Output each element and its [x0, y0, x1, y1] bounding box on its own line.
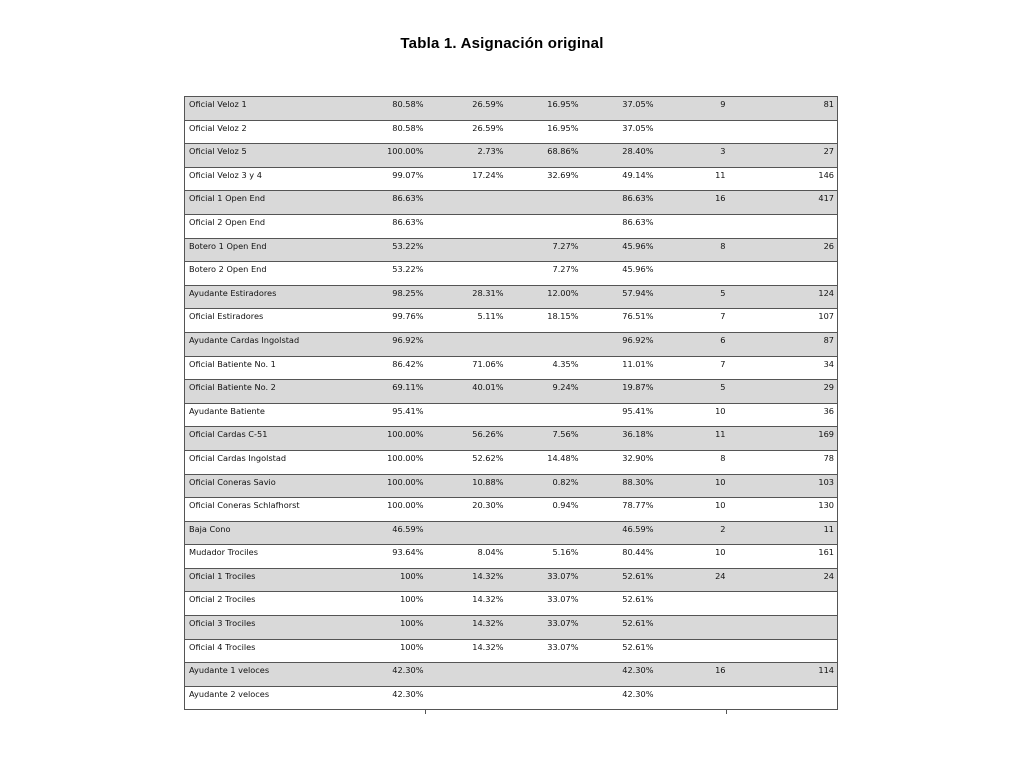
cell-col-3: 20.30%	[472, 500, 504, 511]
assignment-table-container	[184, 96, 837, 710]
cell-col-5: 11.01%	[622, 358, 654, 369]
cell-col-7: 29	[738, 380, 838, 404]
cell-col-5: 45.96%	[622, 264, 654, 275]
cell-col-7: 34	[738, 356, 838, 380]
cell-col-4: 33.07%	[506, 616, 581, 640]
cell-col-4	[506, 663, 581, 687]
table-row	[185, 332, 838, 356]
cell-position: Ayudante Batiente	[185, 403, 370, 427]
cell-col-5: 36.18%	[581, 427, 656, 451]
cell-position: Ayudante 2 veloces	[185, 686, 370, 710]
cell-col-2: 99.76%	[392, 311, 424, 322]
cell-col-3: 10.88%	[426, 474, 506, 498]
cell-col-6	[656, 639, 738, 663]
cell-col-7: 161	[738, 545, 838, 569]
cell-col-6	[656, 592, 738, 616]
cell-col-5: 28.40%	[581, 144, 656, 168]
cell-col-2: 100.00%	[370, 474, 426, 498]
cell-col-5: 52.61%	[622, 641, 654, 652]
cell-col-5: 96.92%	[581, 332, 656, 356]
cell-col-3: 56.26%	[426, 427, 506, 451]
cell-col-7: 107	[738, 309, 838, 333]
cell-col-2: 80.58%	[392, 122, 424, 133]
cell-col-7: 130	[738, 498, 838, 522]
cell-col-2: 46.59%	[370, 521, 426, 545]
table-row	[185, 639, 838, 663]
cell-col-4	[506, 332, 581, 356]
cell-col-6: 9	[656, 97, 738, 121]
table-row	[185, 592, 838, 616]
cell-col-6: 5	[656, 285, 738, 309]
cell-col-7: 26	[738, 238, 838, 262]
cell-col-4: 0.94%	[552, 500, 579, 511]
table-row	[185, 686, 838, 710]
cell-col-2: 93.64%	[392, 547, 424, 558]
cell-col-2: 100%	[400, 594, 424, 605]
cell-col-3: 40.01%	[426, 380, 506, 404]
cell-position: Oficial Estiradores	[185, 309, 370, 333]
cell-col-4: 32.69%	[547, 169, 579, 180]
cell-col-7	[738, 592, 838, 616]
table-row	[185, 521, 838, 545]
cell-col-3: 52.62%	[472, 452, 504, 463]
cell-col-4	[506, 686, 581, 710]
cell-col-6: 10	[715, 500, 726, 511]
cell-position: Oficial Veloz 2	[185, 120, 370, 144]
cell-position: Oficial Cardas Ingolstad	[185, 450, 370, 474]
cell-col-5: 45.96%	[581, 238, 656, 262]
table-row	[185, 262, 838, 286]
cell-col-2: 86.42%	[392, 358, 424, 369]
cell-col-4: 18.15%	[547, 311, 579, 322]
table-row	[185, 663, 838, 687]
cell-position: Oficial 3 Trociles	[185, 616, 370, 640]
cell-col-4: 7.27%	[552, 264, 579, 275]
cell-col-4: 5.16%	[552, 547, 579, 558]
cell-col-5: 52.61%	[581, 568, 656, 592]
cell-col-6: 16	[656, 663, 738, 687]
cell-col-5: 52.61%	[581, 616, 656, 640]
cell-col-6: 7	[720, 311, 726, 322]
cell-col-2: 99.07%	[392, 169, 424, 180]
cell-position: Oficial 2 Open End	[185, 214, 370, 238]
cell-col-6	[656, 616, 738, 640]
cell-col-5: 76.51%	[622, 311, 654, 322]
table-row	[185, 474, 838, 498]
cell-col-6: 10	[715, 405, 726, 416]
cell-col-6: 7	[720, 358, 726, 369]
cell-col-2: 100.00%	[387, 452, 424, 463]
column-tick	[425, 710, 426, 714]
table-row	[185, 238, 838, 262]
cell-col-2: 42.30%	[392, 688, 424, 699]
cell-position: Oficial Batiente No. 1	[185, 356, 370, 380]
cell-col-3: 26.59%	[472, 122, 504, 133]
cell-col-6: 24	[656, 568, 738, 592]
cell-col-4: 16.95%	[547, 122, 579, 133]
cell-col-7: 169	[738, 427, 838, 451]
cell-col-6: 8	[656, 238, 738, 262]
cell-col-5: 57.94%	[581, 285, 656, 309]
cell-col-7: 124	[738, 285, 838, 309]
cell-col-4: 12.00%	[506, 285, 581, 309]
cell-col-6: 3	[656, 144, 738, 168]
column-tick	[726, 710, 727, 714]
cell-col-5: 19.87%	[581, 380, 656, 404]
cell-col-3: 14.32%	[472, 594, 504, 605]
cell-col-5: 32.90%	[622, 452, 654, 463]
cell-position: Ayudante 1 veloces	[185, 663, 370, 687]
cell-col-3: 8.04%	[477, 547, 504, 558]
cell-col-6	[656, 214, 738, 238]
cell-col-5: 46.59%	[581, 521, 656, 545]
cell-col-4	[506, 403, 581, 427]
cell-col-7: 24	[738, 568, 838, 592]
cell-col-2: 86.63%	[370, 191, 426, 215]
cell-col-2: 100.00%	[370, 144, 426, 168]
cell-col-7	[738, 120, 838, 144]
cell-col-5: 95.41%	[622, 405, 654, 416]
cell-position: Oficial Coneras Savio	[185, 474, 370, 498]
cell-position: Ayudante Cardas Ingolstad	[185, 332, 370, 356]
cell-position: Botero 2 Open End	[185, 262, 370, 286]
cell-col-5: 86.63%	[581, 191, 656, 215]
cell-col-4	[506, 191, 581, 215]
cell-position: Oficial Batiente No. 2	[185, 380, 370, 404]
cell-position: Oficial Cardas C-51	[185, 427, 370, 451]
cell-col-5: 86.63%	[622, 216, 654, 227]
cell-col-2: 100%	[400, 641, 424, 652]
cell-col-7	[738, 262, 838, 286]
cell-col-6: 2	[656, 521, 738, 545]
table-row	[185, 616, 838, 640]
table-body	[185, 97, 838, 710]
cell-position: Oficial 2 Trociles	[185, 592, 370, 616]
table-row	[185, 309, 838, 333]
cell-col-2: 96.92%	[370, 332, 426, 356]
cell-col-5: 80.44%	[622, 547, 654, 558]
cell-col-3	[426, 521, 506, 545]
cell-col-6	[656, 686, 738, 710]
cell-col-4: 33.07%	[547, 641, 579, 652]
cell-col-4: 33.07%	[547, 594, 579, 605]
table-row	[185, 285, 838, 309]
cell-col-7: 103	[738, 474, 838, 498]
cell-col-6: 11	[715, 169, 726, 180]
table-row	[185, 120, 838, 144]
cell-col-6	[656, 120, 738, 144]
cell-position: Oficial 1 Open End	[185, 191, 370, 215]
cell-col-2: 69.11%	[370, 380, 426, 404]
cell-col-3: 5.11%	[477, 311, 504, 322]
cell-col-7: 417	[738, 191, 838, 215]
cell-col-5: 88.30%	[581, 474, 656, 498]
cell-position: Botero 1 Open End	[185, 238, 370, 262]
table-row	[185, 97, 838, 121]
cell-col-3	[426, 403, 506, 427]
cell-col-7	[738, 616, 838, 640]
cell-col-6: 8	[720, 452, 726, 463]
cell-position: Oficial Veloz 3 y 4	[185, 167, 370, 191]
cell-col-6: 10	[715, 547, 726, 558]
cell-position: Ayudante Estiradores	[185, 285, 370, 309]
cell-col-3: 14.32%	[426, 616, 506, 640]
cell-col-2: 98.25%	[370, 285, 426, 309]
cell-col-2: 100.00%	[387, 500, 424, 511]
cell-col-2: 53.22%	[370, 238, 426, 262]
table-row	[185, 144, 838, 168]
cell-col-2: 100%	[370, 616, 426, 640]
cell-col-7: 36	[738, 403, 838, 427]
cell-col-7	[738, 686, 838, 710]
cell-col-3	[426, 238, 506, 262]
cell-col-5: 37.05%	[581, 97, 656, 121]
table-row	[185, 356, 838, 380]
cell-col-7	[738, 214, 838, 238]
cell-col-3: 17.24%	[472, 169, 504, 180]
cell-col-7: 81	[738, 97, 838, 121]
cell-col-5: 37.05%	[622, 122, 654, 133]
cell-col-2: 100%	[370, 568, 426, 592]
cell-col-7	[738, 639, 838, 663]
cell-col-7: 78	[738, 450, 838, 474]
table-row	[185, 191, 838, 215]
cell-col-6	[656, 262, 738, 286]
cell-col-2: 42.30%	[370, 663, 426, 687]
cell-col-6: 16	[656, 191, 738, 215]
cell-position: Oficial Coneras Schlafhorst	[185, 498, 370, 522]
cell-col-7: 114	[738, 663, 838, 687]
table-row	[185, 498, 838, 522]
cell-position: Baja Cono	[185, 521, 370, 545]
cell-col-4: 14.48%	[547, 452, 579, 463]
cell-col-3: 71.06%	[472, 358, 504, 369]
cell-col-4	[506, 521, 581, 545]
cell-col-6: 5	[656, 380, 738, 404]
cell-col-7: 87	[738, 332, 838, 356]
cell-col-4: 4.35%	[552, 358, 579, 369]
cell-col-2: 53.22%	[392, 264, 424, 275]
cell-col-3: 14.32%	[426, 568, 506, 592]
cell-col-6: 11	[656, 427, 738, 451]
cell-col-7: 146	[738, 167, 838, 191]
cell-col-4: 68.86%	[506, 144, 581, 168]
cell-col-4: 7.56%	[506, 427, 581, 451]
cell-col-4: 9.24%	[506, 380, 581, 404]
cell-position: Oficial Veloz 5	[185, 144, 370, 168]
table-row	[185, 545, 838, 569]
cell-position: Oficial 4 Trociles	[185, 639, 370, 663]
cell-col-6: 10	[656, 474, 738, 498]
cell-position: Mudador Trociles	[185, 545, 370, 569]
table-row	[185, 450, 838, 474]
cell-col-3	[426, 214, 506, 238]
cell-col-2: 95.41%	[392, 405, 424, 416]
cell-col-5: 42.30%	[581, 663, 656, 687]
cell-position: Oficial 1 Trociles	[185, 568, 370, 592]
table-row	[185, 568, 838, 592]
cell-col-4: 0.82%	[506, 474, 581, 498]
cell-position: Oficial Veloz 1	[185, 97, 370, 121]
cell-col-5: 78.77%	[622, 500, 654, 511]
cell-col-5: 49.14%	[622, 169, 654, 180]
cell-col-5: 52.61%	[622, 594, 654, 605]
cell-col-4: 33.07%	[506, 568, 581, 592]
cell-col-3	[426, 332, 506, 356]
page-title: Tabla 1. Asignación original	[400, 35, 604, 52]
cell-col-7: 11	[738, 521, 838, 545]
cell-col-3: 26.59%	[426, 97, 506, 121]
table-row	[185, 403, 838, 427]
cell-col-3: 28.31%	[426, 285, 506, 309]
cell-col-3	[426, 191, 506, 215]
cell-col-6: 6	[656, 332, 738, 356]
cell-col-4: 16.95%	[506, 97, 581, 121]
cell-col-4: 7.27%	[506, 238, 581, 262]
cell-col-3	[426, 686, 506, 710]
cell-col-5: 42.30%	[622, 688, 654, 699]
table-row	[185, 167, 838, 191]
cell-col-4	[506, 214, 581, 238]
table-row	[185, 380, 838, 404]
table-row	[185, 427, 838, 451]
cell-col-3: 14.32%	[472, 641, 504, 652]
cell-col-3	[426, 262, 506, 286]
cell-col-7: 27	[738, 144, 838, 168]
cell-col-2: 86.63%	[392, 216, 424, 227]
cell-col-3: 2.73%	[426, 144, 506, 168]
cell-col-3	[426, 663, 506, 687]
cell-col-2: 80.58%	[370, 97, 426, 121]
assignment-table	[184, 96, 838, 710]
cell-col-2: 100.00%	[370, 427, 426, 451]
table-row	[185, 214, 838, 238]
